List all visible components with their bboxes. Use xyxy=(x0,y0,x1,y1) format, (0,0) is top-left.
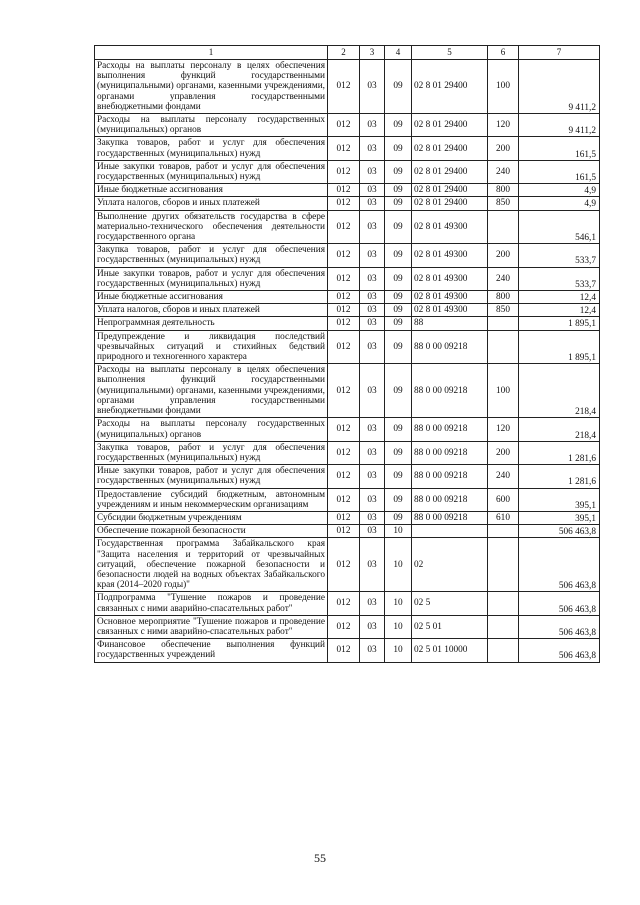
row-section-code: 03 xyxy=(360,525,385,538)
row-description: Иные бюджетные ассигнования xyxy=(95,184,328,197)
row-subsection-code: 09 xyxy=(385,184,412,197)
row-amount: 1 281,6 xyxy=(519,441,600,464)
row-expense-type xyxy=(488,330,519,364)
table-row xyxy=(95,114,600,137)
row-subsection-code: 09 xyxy=(385,441,412,464)
row-section-code: 03 xyxy=(360,114,385,137)
row-description: Непрограммная деятельность xyxy=(95,317,328,330)
row-description: Расходы на выплаты персоналу в целях обеспечения выполнения функций государственными (муниципальными) органами, казенными учреждениями, органами управления государственными внебюджетными фондами xyxy=(95,364,328,418)
row-target-article: 02 8 01 29400 xyxy=(412,60,488,114)
header-col-2: 2 xyxy=(328,46,360,60)
row-admin-code: 012 xyxy=(328,267,360,290)
row-subsection-code: 09 xyxy=(385,330,412,364)
row-section-code: 03 xyxy=(360,639,385,662)
row-description: Уплата налогов, сборов и иных платежей xyxy=(95,304,328,317)
row-target-article: 88 0 00 09218 xyxy=(412,418,488,441)
header-col-5: 5 xyxy=(412,46,488,60)
row-target-article: 02 8 01 29400 xyxy=(412,137,488,160)
table-row xyxy=(95,317,600,330)
row-section-code: 03 xyxy=(360,184,385,197)
row-amount: 395,1 xyxy=(519,511,600,524)
row-description: Расходы на выплаты персоналу в целях обеспечения выполнения функций государственными (муниципальными) органами, казенными учреждениями, органами управления государственными внебюджетными фондами xyxy=(95,60,328,114)
table-row xyxy=(95,488,600,511)
row-description: Государственная программа Забайкальского края "Защита населения и территорий от чрезвычайных ситуаций, обеспечение пожарной безопасности и безопасности людей на водных объектах Забайкальского края (2014–2020 годы)" xyxy=(95,538,328,592)
row-section-code: 03 xyxy=(360,267,385,290)
header-col-7: 7 xyxy=(519,46,600,60)
row-subsection-code: 09 xyxy=(385,304,412,317)
row-target-article: 02 8 01 49300 xyxy=(412,291,488,304)
row-section-code: 03 xyxy=(360,418,385,441)
row-amount: 546,1 xyxy=(519,210,600,244)
row-target-article: 88 0 00 09218 xyxy=(412,465,488,488)
row-expense-type: 120 xyxy=(488,114,519,137)
row-section-code: 03 xyxy=(360,364,385,418)
table-row xyxy=(95,184,600,197)
row-admin-code: 012 xyxy=(328,160,360,183)
row-amount: 395,1 xyxy=(519,488,600,511)
row-admin-code: 012 xyxy=(328,330,360,364)
row-subsection-code: 09 xyxy=(385,465,412,488)
row-section-code: 03 xyxy=(360,244,385,267)
row-admin-code: 012 xyxy=(328,465,360,488)
row-admin-code: 012 xyxy=(328,418,360,441)
budget-table xyxy=(94,45,600,663)
row-description: Финансовое обеспечение выполнения функций государственных учреждений xyxy=(95,639,328,662)
table-row xyxy=(95,525,600,538)
row-description: Иные закупки товаров, работ и услуг для обеспечения государственных (муниципальных) нужд xyxy=(95,267,328,290)
row-description: Иные закупки товаров, работ и услуг для обеспечения государственных (муниципальных) нужд xyxy=(95,465,328,488)
row-expense-type xyxy=(488,210,519,244)
row-amount: 12,4 xyxy=(519,304,600,317)
row-admin-code: 012 xyxy=(328,511,360,524)
row-expense-type xyxy=(488,317,519,330)
row-target-article: 02 8 01 29400 xyxy=(412,197,488,210)
row-section-code: 03 xyxy=(360,291,385,304)
row-amount: 4,9 xyxy=(519,197,600,210)
row-subsection-code: 09 xyxy=(385,364,412,418)
row-description: Закупка товаров, работ и услуг для обеспечения государственных (муниципальных) нужд xyxy=(95,441,328,464)
row-section-code: 03 xyxy=(360,304,385,317)
row-admin-code: 012 xyxy=(328,639,360,662)
row-description: Подпрограмма "Тушение пожаров и проведение связанных с ними аварийно-спасательных работ" xyxy=(95,592,328,615)
table-row xyxy=(95,267,600,290)
row-admin-code: 012 xyxy=(328,244,360,267)
table-row xyxy=(95,441,600,464)
table-row xyxy=(95,615,600,638)
row-target-article: 88 0 00 09218 xyxy=(412,511,488,524)
row-admin-code: 012 xyxy=(328,441,360,464)
row-expense-type: 100 xyxy=(488,60,519,114)
row-section-code: 03 xyxy=(360,511,385,524)
row-amount: 218,4 xyxy=(519,364,600,418)
row-target-article: 02 xyxy=(412,538,488,592)
row-admin-code: 012 xyxy=(328,197,360,210)
row-description: Выполнение других обязательств государства в сфере материально-технического обеспечения деятельности государственного органа xyxy=(95,210,328,244)
row-section-code: 03 xyxy=(360,137,385,160)
row-description: Уплата налогов, сборов и иных платежей xyxy=(95,197,328,210)
row-subsection-code: 09 xyxy=(385,197,412,210)
row-target-article: 02 8 01 29400 xyxy=(412,184,488,197)
row-section-code: 03 xyxy=(360,592,385,615)
row-admin-code: 012 xyxy=(328,210,360,244)
row-admin-code: 012 xyxy=(328,592,360,615)
row-description: Закупка товаров, работ и услуг для обеспечения государственных (муниципальных) нужд xyxy=(95,137,328,160)
row-amount: 1 895,1 xyxy=(519,317,600,330)
table-row xyxy=(95,160,600,183)
row-amount: 218,4 xyxy=(519,418,600,441)
row-section-code: 03 xyxy=(360,330,385,364)
row-admin-code: 012 xyxy=(328,538,360,592)
row-amount: 1 281,6 xyxy=(519,465,600,488)
row-description: Расходы на выплаты персоналу государственных (муниципальных) органов xyxy=(95,418,328,441)
row-amount: 9 411,2 xyxy=(519,60,600,114)
row-amount: 533,7 xyxy=(519,244,600,267)
row-subsection-code: 09 xyxy=(385,137,412,160)
table-body xyxy=(95,60,600,663)
row-expense-type xyxy=(488,639,519,662)
row-target-article: 88 0 00 09218 xyxy=(412,488,488,511)
row-section-code: 03 xyxy=(360,317,385,330)
row-admin-code: 012 xyxy=(328,317,360,330)
row-admin-code: 012 xyxy=(328,304,360,317)
row-target-article: 88 0 00 09218 xyxy=(412,330,488,364)
row-expense-type xyxy=(488,592,519,615)
row-description: Иные закупки товаров, работ и услуг для обеспечения государственных (муниципальных) нужд xyxy=(95,160,328,183)
table-row xyxy=(95,291,600,304)
table-row xyxy=(95,465,600,488)
row-expense-type: 200 xyxy=(488,244,519,267)
row-expense-type: 240 xyxy=(488,465,519,488)
table-row xyxy=(95,592,600,615)
row-subsection-code: 09 xyxy=(385,244,412,267)
row-subsection-code: 10 xyxy=(385,615,412,638)
row-description: Иные бюджетные ассигнования xyxy=(95,291,328,304)
row-subsection-code: 10 xyxy=(385,639,412,662)
row-section-code: 03 xyxy=(360,441,385,464)
row-amount: 1 895,1 xyxy=(519,330,600,364)
header-col-3: 3 xyxy=(360,46,385,60)
row-target-article: 02 5 01 xyxy=(412,615,488,638)
row-admin-code: 012 xyxy=(328,488,360,511)
row-amount: 506 463,8 xyxy=(519,615,600,638)
row-subsection-code: 09 xyxy=(385,488,412,511)
row-expense-type: 120 xyxy=(488,418,519,441)
table-row xyxy=(95,304,600,317)
row-subsection-code: 09 xyxy=(385,267,412,290)
row-expense-type: 200 xyxy=(488,137,519,160)
row-section-code: 03 xyxy=(360,60,385,114)
row-target-article: 02 8 01 49300 xyxy=(412,210,488,244)
row-expense-type xyxy=(488,538,519,592)
row-amount: 161,5 xyxy=(519,137,600,160)
row-subsection-code: 10 xyxy=(385,525,412,538)
header-row xyxy=(95,46,600,60)
row-expense-type: 610 xyxy=(488,511,519,524)
row-target-article: 88 xyxy=(412,317,488,330)
table-row xyxy=(95,418,600,441)
row-amount: 9 411,2 xyxy=(519,114,600,137)
table-row xyxy=(95,197,600,210)
row-admin-code: 012 xyxy=(328,364,360,418)
row-expense-type xyxy=(488,525,519,538)
row-target-article: 02 8 01 49300 xyxy=(412,244,488,267)
table-row xyxy=(95,538,600,592)
table-row xyxy=(95,60,600,114)
row-target-article: 02 8 01 49300 xyxy=(412,304,488,317)
row-description: Закупка товаров, работ и услуг для обеспечения государственных (муниципальных) нужд xyxy=(95,244,328,267)
row-subsection-code: 09 xyxy=(385,418,412,441)
row-amount: 506 463,8 xyxy=(519,592,600,615)
row-section-code: 03 xyxy=(360,615,385,638)
row-amount: 506 463,8 xyxy=(519,525,600,538)
row-description: Обеспечение пожарной безопасности xyxy=(95,525,328,538)
row-subsection-code: 09 xyxy=(385,114,412,137)
row-subsection-code: 09 xyxy=(385,210,412,244)
row-admin-code: 012 xyxy=(328,114,360,137)
row-expense-type xyxy=(488,615,519,638)
row-section-code: 03 xyxy=(360,160,385,183)
row-target-article: 02 5 01 10000 xyxy=(412,639,488,662)
row-subsection-code: 09 xyxy=(385,317,412,330)
row-amount: 506 463,8 xyxy=(519,639,600,662)
row-amount: 4,9 xyxy=(519,184,600,197)
row-section-code: 03 xyxy=(360,488,385,511)
row-admin-code: 012 xyxy=(328,60,360,114)
budget-table-container xyxy=(94,45,599,663)
row-admin-code: 012 xyxy=(328,525,360,538)
row-description: Предоставление субсидий бюджетным, автономным учреждениям и иным некоммерческим организациям xyxy=(95,488,328,511)
header-col-6: 6 xyxy=(488,46,519,60)
row-expense-type: 850 xyxy=(488,197,519,210)
row-expense-type: 800 xyxy=(488,184,519,197)
table-row xyxy=(95,210,600,244)
row-section-code: 03 xyxy=(360,210,385,244)
table-row xyxy=(95,244,600,267)
row-description: Основное мероприятие "Тушение пожаров и проведение связанных с ними аварийно-спасательных работ" xyxy=(95,615,328,638)
row-subsection-code: 09 xyxy=(385,60,412,114)
row-target-article: 02 8 01 29400 xyxy=(412,160,488,183)
row-subsection-code: 10 xyxy=(385,592,412,615)
row-subsection-code: 09 xyxy=(385,160,412,183)
row-expense-type: 100 xyxy=(488,364,519,418)
row-admin-code: 012 xyxy=(328,615,360,638)
row-expense-type: 800 xyxy=(488,291,519,304)
header-col-1: 1 xyxy=(95,46,328,60)
row-expense-type: 200 xyxy=(488,441,519,464)
row-section-code: 03 xyxy=(360,197,385,210)
table-row xyxy=(95,330,600,364)
table-row xyxy=(95,639,600,662)
row-target-article: 02 5 xyxy=(412,592,488,615)
row-section-code: 03 xyxy=(360,465,385,488)
row-description: Расходы на выплаты персоналу государственных (муниципальных) органов xyxy=(95,114,328,137)
table-row xyxy=(95,364,600,418)
header-col-4: 4 xyxy=(385,46,412,60)
row-description: Предупреждение и ликвидация последствий чрезвычайных ситуаций и стихийных бедствий природного и техногенного характера xyxy=(95,330,328,364)
row-admin-code: 012 xyxy=(328,291,360,304)
row-target-article: 02 8 01 49300 xyxy=(412,267,488,290)
row-admin-code: 012 xyxy=(328,137,360,160)
page-number: 55 xyxy=(314,851,326,865)
row-amount: 12,4 xyxy=(519,291,600,304)
row-target-article: 88 0 00 09218 xyxy=(412,441,488,464)
row-amount: 161,5 xyxy=(519,160,600,183)
row-description: Субсидии бюджетным учреждениям xyxy=(95,511,328,524)
row-amount: 533,7 xyxy=(519,267,600,290)
table-row xyxy=(95,137,600,160)
row-subsection-code: 09 xyxy=(385,511,412,524)
row-admin-code: 012 xyxy=(328,184,360,197)
row-subsection-code: 10 xyxy=(385,538,412,592)
row-expense-type: 240 xyxy=(488,267,519,290)
row-expense-type: 850 xyxy=(488,304,519,317)
row-target-article: 02 8 01 29400 xyxy=(412,114,488,137)
row-expense-type: 600 xyxy=(488,488,519,511)
row-target-article: 88 0 00 09218 xyxy=(412,364,488,418)
row-subsection-code: 09 xyxy=(385,291,412,304)
row-amount: 506 463,8 xyxy=(519,538,600,592)
row-section-code: 03 xyxy=(360,538,385,592)
row-target-article xyxy=(412,525,488,538)
table-row xyxy=(95,511,600,524)
row-expense-type: 240 xyxy=(488,160,519,183)
